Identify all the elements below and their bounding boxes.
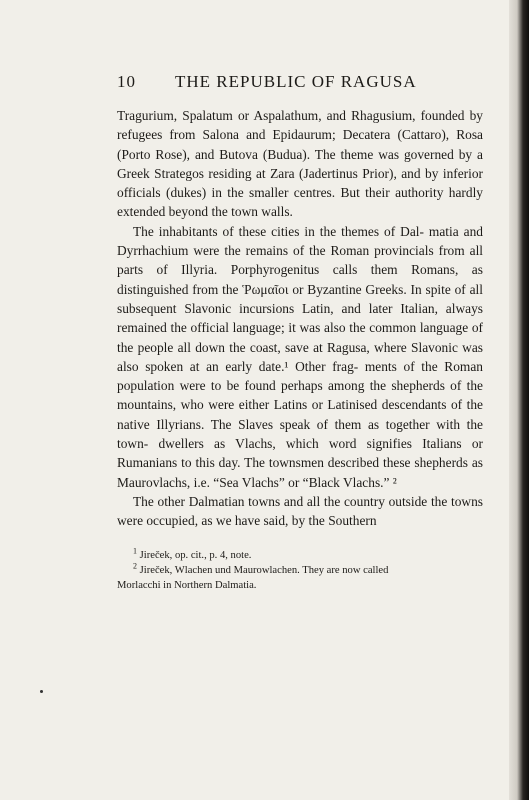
text-line: walls. xyxy=(261,204,293,220)
running-head xyxy=(117,72,483,96)
text-line: But their authority hardly extended beyond the town xyxy=(117,185,483,220)
footnotes xyxy=(117,548,483,593)
text-line: Slavonic was also spoken at an early date.¹ Other frag- xyxy=(117,339,483,374)
text-line: The Slaves speak of them as together with the town- xyxy=(117,416,483,452)
page-edge-shadow xyxy=(509,0,529,800)
footnote-text: Morlacchi in Northern Dalmatia. xyxy=(117,579,257,591)
footnote-mark: 1 xyxy=(133,546,137,555)
text-line: the people all down the coast, save at Ragusa, where xyxy=(117,339,407,355)
text-line: Rumanians to this day. The townsmen described these xyxy=(117,455,411,471)
text-line: Vlachs.” ² xyxy=(342,474,397,490)
text-line: shepherds as Maurovlachs, i.e. “Sea Vlachs” or “Black xyxy=(117,455,483,490)
text-line: provincials from all parts of Illyria. Porphyrogenitus xyxy=(117,243,484,278)
paragraph xyxy=(117,222,483,492)
paragraph xyxy=(117,106,483,222)
text-line: among the shepherds of the mountains, who were either xyxy=(117,378,483,413)
text-line: (Budua). The theme was governed by a Greek xyxy=(117,146,484,181)
text-line: inferior officials (dukes) in the smaller centres. xyxy=(117,165,483,201)
text-line: Strategos residing at Zara (Jadertinus Prior), and by xyxy=(154,165,439,181)
text-line: ments of the Roman population were to be found perhaps xyxy=(117,358,483,394)
text-line: founded by refugees from Salona and Epidaurum; xyxy=(117,108,483,143)
text-line: or Byzantine Greeks. In spite of all subsequent Slavonic xyxy=(117,281,483,316)
paragraph xyxy=(117,492,483,531)
text-line: Decatera (Cattaro), Rosa (Porto Rose), and Butova xyxy=(117,127,483,162)
footnote-continuation xyxy=(117,578,483,593)
text-line: The inhabitants of these cities in the themes of Dal- xyxy=(133,223,424,239)
stray-ink-dot xyxy=(40,690,43,693)
text-line: calls them Romans, as distinguished from the Ῥωμαῖοι xyxy=(117,262,483,297)
footnote-text: Jireček, op. cit., p. 4, note. xyxy=(139,549,252,561)
text-line: Latins or Latinised descendants of the native Illyrians. xyxy=(117,397,483,432)
text-line: The other Dalmatian towns and all the country outside xyxy=(133,493,428,509)
text-line: incursions Latin, and later Italian, always remained the xyxy=(117,300,483,336)
page-number: 10 xyxy=(117,72,136,91)
running-title: THE REPUBLIC OF RAGUSA xyxy=(175,72,417,91)
footnote-text: Jireček, Wlachen und Maurowlachen. They are now called xyxy=(139,564,389,576)
book-page xyxy=(117,72,483,593)
footnote xyxy=(117,548,483,563)
body-text xyxy=(117,106,483,531)
text-line: the towns were occupied, as we have said, by the Southern xyxy=(117,493,483,529)
text-line: dwellers as Vlachs, which word signifies Italians or xyxy=(158,436,483,452)
text-line: official language; it was also the common language of xyxy=(190,320,483,336)
text-line: Tragurium, Spalatum or Aspalathum, and Rhagusium, xyxy=(117,108,416,123)
text-line: matia and Dyrrhachium were the remains of the Roman xyxy=(117,223,483,259)
footnote-mark: 2 xyxy=(133,561,137,570)
footnote xyxy=(117,563,483,578)
